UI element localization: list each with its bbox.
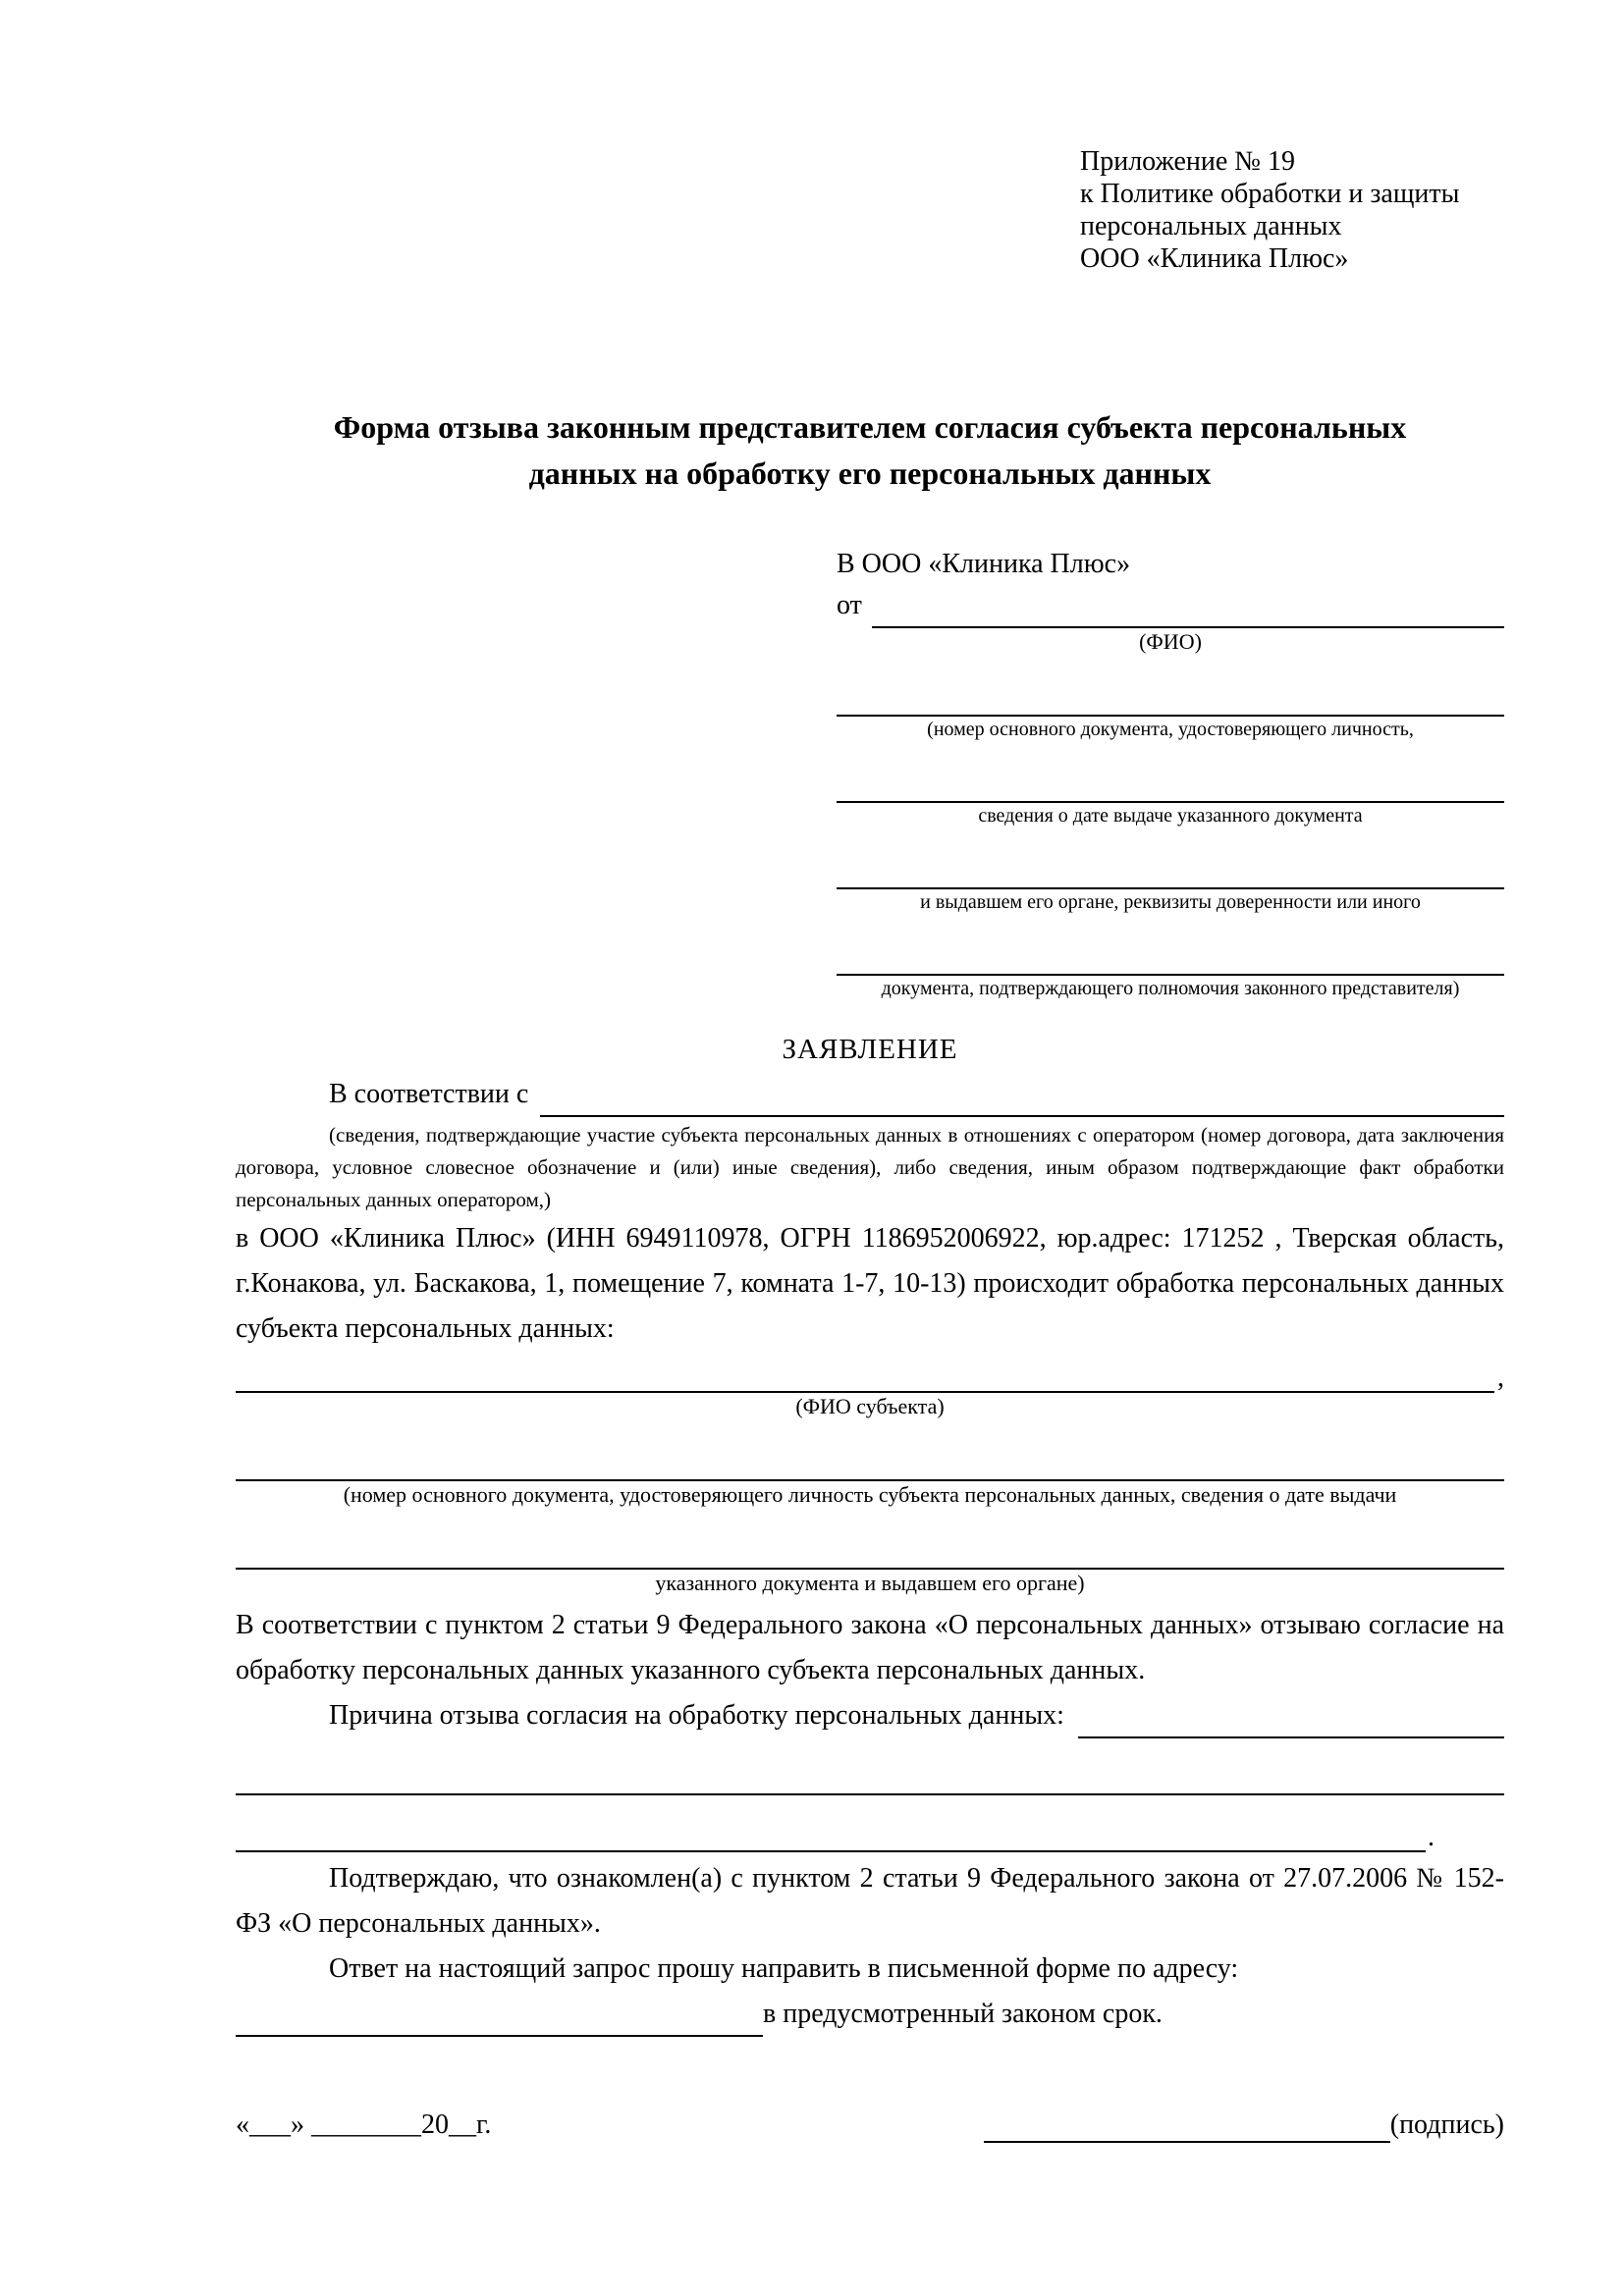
withdrawal-paragraph: В соответствии с пунктом 2 статьи 9 Федерального закона «О персональных данных» отзываю согласие на обработку персональных данных указанного субъекта персональных данных.: [236, 1610, 1504, 1685]
issue-date-caption: сведения о дате выдаче указанного документа: [978, 805, 1363, 827]
appendix-header-line: Приложение № 19: [1080, 146, 1295, 177]
subject-fio-comma: ,: [1497, 1362, 1504, 1393]
basis-label: В соответствии с: [329, 1079, 529, 1109]
signature-caption: (подпись): [1389, 2109, 1504, 2140]
appendix-header: [1080, 145, 1504, 275]
authority-doc-caption: документа, подтверждающего полномочия законного представителя): [881, 978, 1460, 999]
signature-blank-line: [984, 2135, 1390, 2143]
footer-row: [236, 2108, 1504, 2143]
addressee-block: [837, 542, 1504, 1001]
authority-doc-blank-line: [837, 931, 1504, 976]
from-field-row: [837, 587, 1504, 628]
appendix-header-line: ООО «Клиника Плюс»: [1080, 243, 1349, 274]
fio-caption: (ФИО): [1139, 629, 1202, 654]
reason-blank-line: [1078, 1731, 1504, 1738]
reply-address-row: [236, 1992, 1504, 2037]
addressee-to: В ООО «Клиника Плюс»: [837, 549, 1131, 579]
basis-footnote: (сведения, подтверждающие участие субъекта персональных данных в отношениях с оператором (номер договора, дата заключения договора, условное словесное обозначение и (или) иные сведения), либо сведения, иным образом подтверждающие факт обработки персональных данных оператором,): [236, 1123, 1504, 1211]
reply-address-blank-line: [236, 2029, 763, 2037]
issue-date-blank-line: [837, 758, 1504, 803]
reason-blank-line-3-row: [236, 1795, 1504, 1852]
reason-period: .: [1428, 1822, 1435, 1852]
subject-fio-blank-line: [236, 1385, 1494, 1393]
basis-field-row: [236, 1074, 1504, 1117]
from-label: от: [837, 590, 862, 620]
reason-field-row: [236, 1693, 1504, 1738]
reason-blank-line-2: [236, 1738, 1504, 1795]
issuing-authority-caption: и выдавшем его органе, реквизиты доверенности или иного: [920, 891, 1421, 913]
subject-fio-caption: (ФИО субъекта): [795, 1394, 945, 1418]
statement-heading: ЗАЯВЛЕНИЕ: [782, 1034, 958, 1065]
subject-doc-caption-1: (номер основного документа, удостоверяющего личность субъекта персональных данных, сведения о дате выдачи: [343, 1482, 1397, 1507]
appendix-header-line: к Политике обработки и защиты: [1080, 179, 1460, 209]
document-title: Форма отзыва законным представителем согласия субъекта персональных данных на обработку его персональных данных: [333, 409, 1407, 491]
subject-doc-caption-2: указанного документа и выдавшем его органе): [655, 1571, 1085, 1595]
doc-number-blank-line: [837, 671, 1504, 717]
document-content: [236, 145, 1504, 2143]
subject-doc-blank-line-2: [236, 1524, 1504, 1570]
signature-block: [984, 2108, 1504, 2143]
appendix-header-line: персональных данных: [1080, 211, 1342, 241]
issuing-authority-blank-line: [837, 844, 1504, 889]
reply-paragraph: Ответ на настоящий запрос прошу направить в письменной форме по адресу:: [329, 1953, 1239, 1984]
operator-paragraph: в ООО «Клиника Плюс» (ИНН 6949110978, ОГРН 1186952006922, юр.адрес: 171252 , Тверская область, г.Конакова, ул. Баскакова, 1, помещение 7, комната 1-7, 10-13) происходит обработка персональных данных субъекта персональных данных:: [236, 1223, 1504, 1344]
subject-fio-field-row: [236, 1352, 1504, 1393]
confirmation-paragraph: Подтверждаю, что ознакомлен(а) с пунктом 2 статьи 9 Федерального закона от 27.07.2006 № 152-ФЗ «О персональных данных».: [236, 1863, 1504, 1939]
from-blank-line: [872, 620, 1504, 628]
basis-blank-line: [540, 1109, 1504, 1117]
reply-suffix: в предусмотренный законом срок.: [763, 1999, 1163, 2029]
reason-blank-line-3: [236, 1844, 1426, 1852]
reason-label: Причина отзыва согласия на обработку персональных данных:: [329, 1700, 1064, 1731]
subject-doc-blank-line: [236, 1436, 1504, 1481]
doc-number-caption: (номер основного документа, удостоверяющего личность,: [927, 719, 1414, 740]
date-line: «___» ________20__г.: [236, 2109, 492, 2140]
